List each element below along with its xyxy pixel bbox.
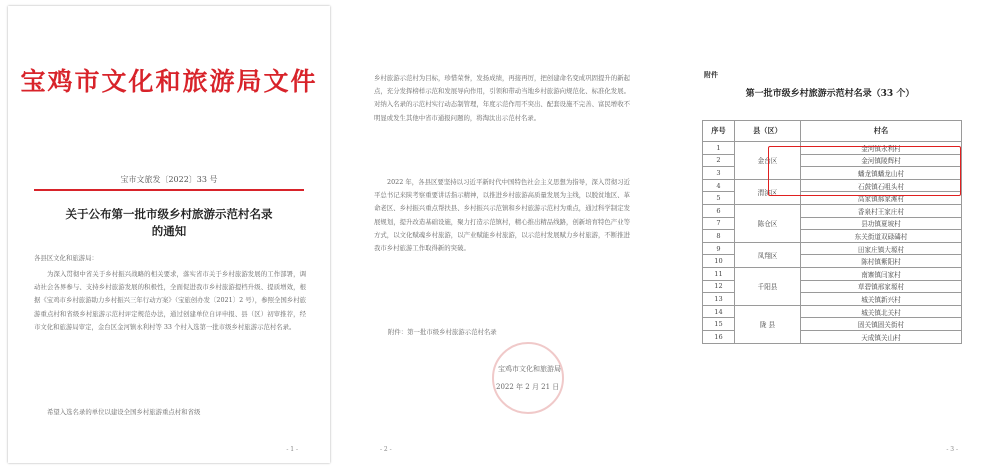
village-name: 金河镇永利村 xyxy=(801,142,962,155)
row-number: 16 xyxy=(703,330,735,343)
county-cell: 渭滨区 xyxy=(735,179,801,204)
notice-title-line2: 的通知 xyxy=(151,224,187,238)
document-page-2 xyxy=(344,6,654,463)
village-name: 金河镇陵辉村 xyxy=(801,154,962,167)
notice-title-line1: 关于公布第一批市级乡村旅游示范村名录 xyxy=(65,207,273,221)
village-name: 固关镇固关街村 xyxy=(801,318,962,331)
notice-body: 为深入贯彻中省关于乡村振兴战略的相关要求，落实省市关于乡村旅游发展的工作部署，调动社会各界参与、支持乡村旅游发展的积极性，全面促进我市乡村旅游提档升级、提质增效，根据《宝鸡市乡村旅游助力乡村振兴三年行动方案》（宝旅创办发〔2021〕2 号），参照全国乡村旅游重点村和省级乡村旅游示范村评定规范办法，通过创建单位自评申报、县（区）初审推荐，经市文化和旅游局审定，金台区金河镇永利村等 33 个村入选第一批市级乡村旅游示范村名录。 xyxy=(34,270,306,331)
row-number: 15 xyxy=(703,318,735,331)
row-number: 5 xyxy=(703,192,735,205)
document-number: 宝市文旅发〔2022〕33 号 xyxy=(120,175,218,184)
notice-body-continued: 希望入选名录的单位以建设全国乡村旅游重点村和省级 xyxy=(47,408,201,416)
notice-title xyxy=(32,206,306,240)
column-header: 县（区） xyxy=(735,121,801,142)
signing-organization: 宝鸡市文化和旅游局 xyxy=(498,365,561,373)
row-number: 2 xyxy=(703,154,735,167)
row-number: 3 xyxy=(703,167,735,180)
row-number: 11 xyxy=(703,267,735,280)
village-name: 石鼓镇石咀头村 xyxy=(801,179,962,192)
body-paragraph-2: 2022 年，各县区要坚持以习近平新时代中国特色社会主义思想为指导，深入贯彻习近平总书记来陕考察重要讲话指示精神，以推进乡村旅游高质量发展为主线，以脱贫地区、革命老区、乡村振兴重点帮扶县、乡村振兴示范镇和乡村旅游示范村为重点，通过科学制定发展规划，提升改造基础设施，聚力打造示范镇村，精心推出精品线路，创新培育特色产业等方式，以文化赋魂乡村旅游，以产业赋能乡村旅游，以示范村发展赋力乡村旅游，不断推进我市乡村旅游工作取得新的突破。 xyxy=(374,178,630,253)
village-name: 田家庄镇大塬村 xyxy=(801,242,962,255)
attachment-label: 附件 xyxy=(704,70,718,79)
village-name: 草碧镇邢家塬村 xyxy=(801,280,962,293)
row-number: 9 xyxy=(703,242,735,255)
page-number: - 2 - xyxy=(380,446,392,453)
table-row xyxy=(703,267,962,280)
row-number: 10 xyxy=(703,255,735,268)
county-cell: 陈仓区 xyxy=(735,204,801,242)
county-cell: 金台区 xyxy=(735,142,801,180)
highlight-box xyxy=(768,146,961,196)
row-number: 14 xyxy=(703,305,735,318)
document-page-3 xyxy=(668,6,992,463)
village-name: 城关镇北关村 xyxy=(801,305,962,318)
county-cell: 千阳县 xyxy=(735,267,801,305)
village-name: 蟠龙镇蟠龙山村 xyxy=(801,167,962,180)
document-page-1 xyxy=(8,6,330,463)
table-row xyxy=(703,305,962,318)
body-paragraph-1: 乡村旅游示范村为目标，珍惜荣誉，发扬成绩，再接再厉，把创建命名变成巩固提升的新起点，充分发挥榜样示范和发展导向作用，引领和带动当地乡村旅游向规范化、标准化发展。对纳入名录的示范村实行动态制管理，年度示范作用不突出、配套设施不完善、富民增收不明显或发生其他中省市通报问题的，将淘汰出示范村名录。 xyxy=(374,74,630,122)
column-header: 村名 xyxy=(801,121,962,142)
village-name: 城关镇新兴村 xyxy=(801,293,962,306)
village-name: 南寨镇闫家村 xyxy=(801,267,962,280)
list-title: 第一批市级乡村旅游示范村名录（33 个） xyxy=(745,89,915,99)
page-number: - 1 - xyxy=(286,446,298,453)
official-seal xyxy=(492,342,564,414)
row-number: 4 xyxy=(703,179,735,192)
page-number: - 3 - xyxy=(946,446,958,453)
salutation: 各县区文化和旅游局： xyxy=(34,254,98,262)
attachment-note: 附件：第一批市级乡村旅游示范村名录 xyxy=(388,328,497,336)
village-name: 天成镇关山村 xyxy=(801,330,962,343)
row-number: 6 xyxy=(703,204,735,217)
row-number: 8 xyxy=(703,230,735,243)
signing-date: 2022 年 2 月 21 日 xyxy=(496,383,560,391)
village-name: 县功镇夏坡村 xyxy=(801,217,962,230)
county-cell: 陇 县 xyxy=(735,305,801,343)
column-header: 序号 xyxy=(703,121,735,142)
county-cell: 凤翔区 xyxy=(735,242,801,267)
table-header-row xyxy=(703,121,962,142)
table-row xyxy=(703,204,962,217)
row-number: 12 xyxy=(703,280,735,293)
village-name: 高家镇郝家滩村 xyxy=(801,192,962,205)
village-name: 香泉村王家庄村 xyxy=(801,204,962,217)
village-name: 东关街道双碌碡村 xyxy=(801,230,962,243)
document-red-header: 宝鸡市文化和旅游局文件 xyxy=(20,67,318,96)
row-number: 7 xyxy=(703,217,735,230)
red-divider-line xyxy=(34,189,304,191)
row-number: 1 xyxy=(703,142,735,155)
table-row xyxy=(703,242,962,255)
village-name: 陈村镇紫阳村 xyxy=(801,255,962,268)
row-number: 13 xyxy=(703,293,735,306)
